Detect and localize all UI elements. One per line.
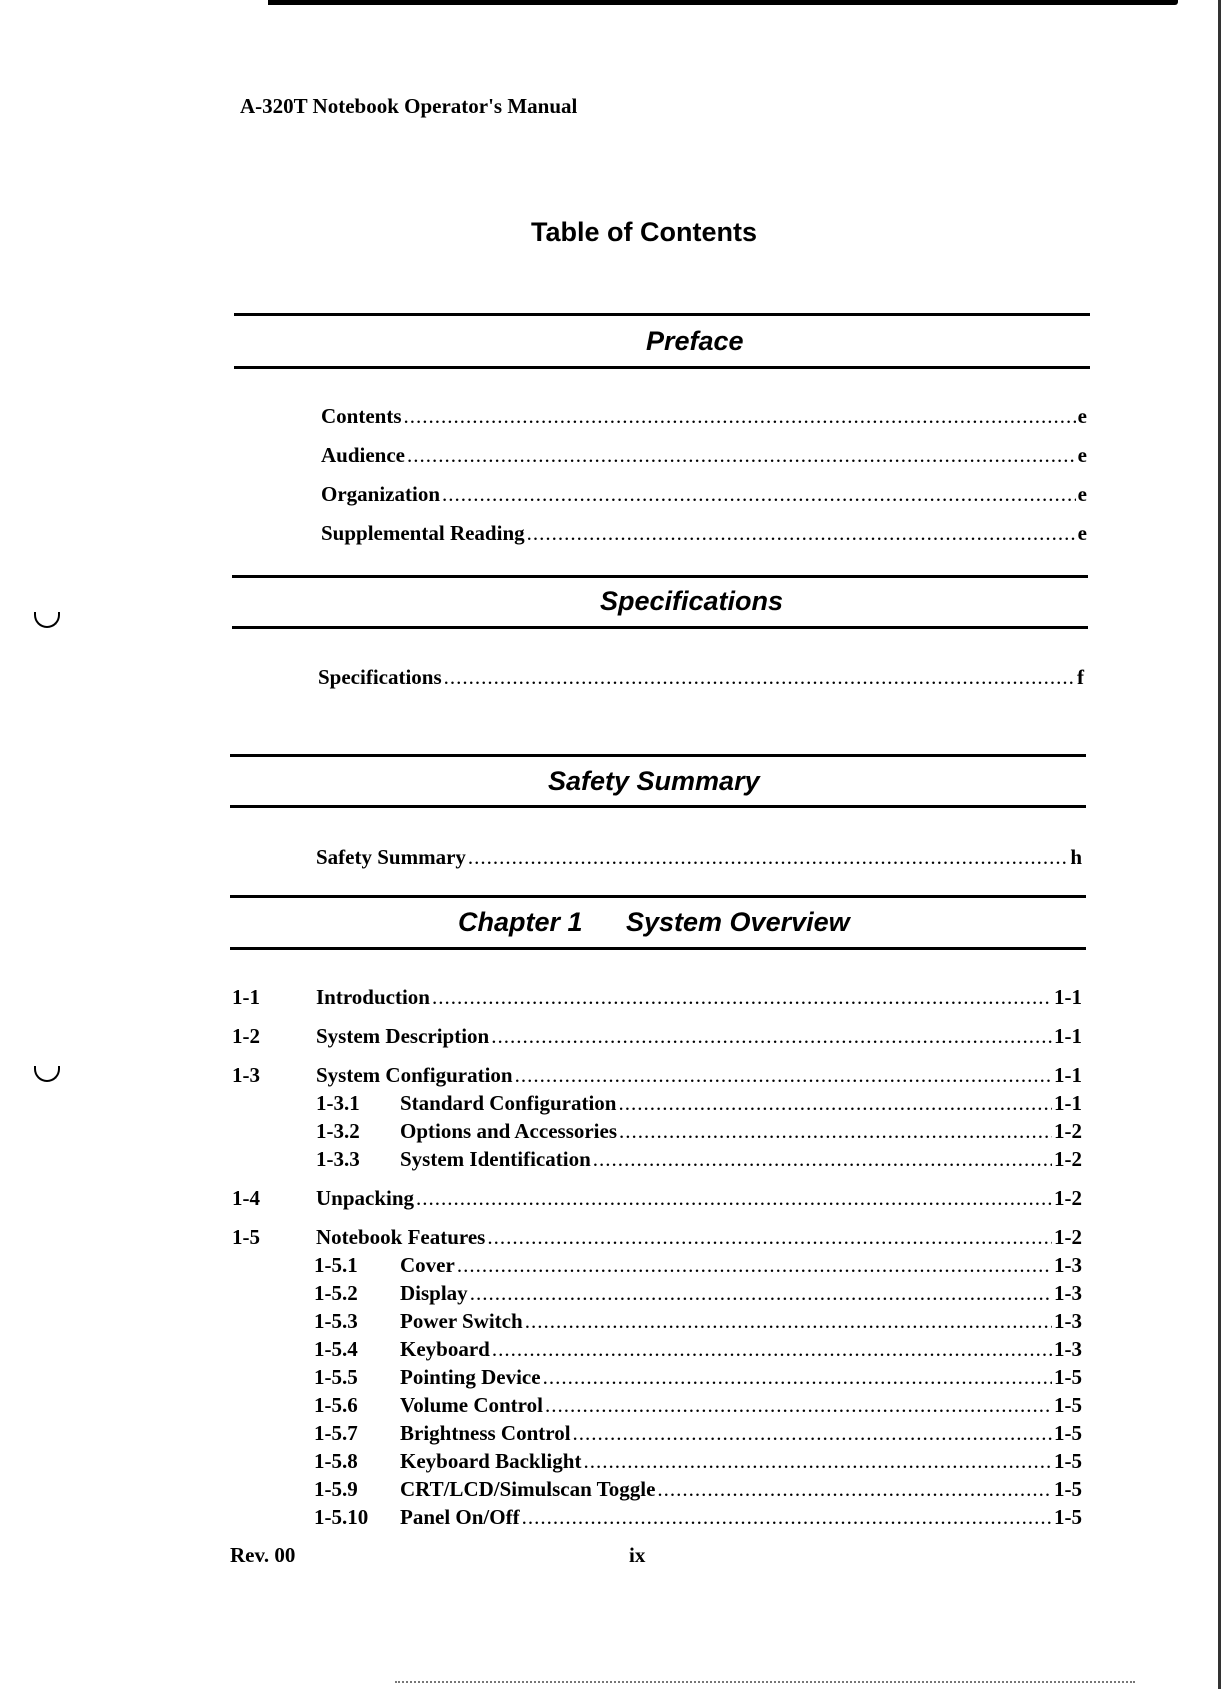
toc-entry-page: 1-3	[1054, 1309, 1082, 1333]
toc-entry-number: 1-5.5	[314, 1365, 358, 1389]
section-heading-preface: Preface	[646, 326, 744, 356]
toc-entry-page: 1-2	[1054, 1147, 1082, 1171]
toc-entry-number: 1-5	[232, 1225, 260, 1249]
section-rule	[232, 575, 1088, 578]
toc-entry[interactable]	[318, 665, 1084, 693]
dot-leader	[543, 1365, 1052, 1390]
toc-subentry[interactable]	[314, 1365, 1082, 1393]
toc-entry-page: f	[1077, 665, 1084, 689]
toc-subentry[interactable]	[314, 1309, 1082, 1337]
dot-leader	[583, 1449, 1052, 1474]
toc-entry-page: e	[1077, 521, 1087, 545]
toc-subentry[interactable]	[314, 1477, 1082, 1505]
section-rule	[230, 754, 1086, 757]
punch-hole-mark	[34, 612, 60, 628]
punch-hole-mark	[34, 1066, 60, 1082]
dot-leader	[407, 443, 1076, 468]
page-title: Table of Contents	[531, 217, 757, 247]
dot-leader	[593, 1147, 1052, 1172]
dot-leader	[522, 1505, 1052, 1530]
toc-entry-label: Safety Summary	[316, 845, 466, 869]
toc-entry-label: Volume Control	[400, 1393, 543, 1417]
toc-entry-page: 1-2	[1054, 1225, 1082, 1249]
section-heading-safety: Safety Summary	[548, 766, 760, 796]
toc-entry-page: e	[1077, 482, 1087, 506]
dot-leader	[545, 1393, 1052, 1418]
toc-subentry[interactable]	[314, 1253, 1082, 1281]
section-rule	[234, 313, 1090, 316]
toc-entry-label: CRT/LCD/Simulscan Toggle	[400, 1477, 656, 1501]
dot-leader	[491, 1024, 1052, 1049]
toc-entry-number: 1-1	[232, 985, 260, 1009]
dot-leader	[442, 482, 1076, 507]
dot-leader	[657, 1477, 1052, 1502]
dot-leader	[492, 1337, 1052, 1362]
toc-entry[interactable]	[232, 1024, 1082, 1052]
toc-subentry[interactable]	[316, 1119, 1082, 1147]
dot-leader	[527, 521, 1076, 546]
toc-entry[interactable]	[321, 404, 1087, 432]
toc-entry-number: 1-5.8	[314, 1449, 358, 1473]
toc-entry-page: 1-3	[1054, 1253, 1082, 1277]
toc-entry-page: h	[1070, 845, 1082, 869]
toc-entry[interactable]	[232, 1225, 1082, 1253]
toc-entry-page: 1-1	[1054, 1063, 1082, 1087]
toc-entry-label: Notebook Features	[316, 1225, 486, 1249]
dot-leader	[444, 665, 1075, 690]
toc-entry-label: Contents	[321, 404, 402, 428]
toc-entry-page: 1-5	[1054, 1505, 1082, 1529]
toc-entry[interactable]	[321, 521, 1087, 549]
manual-title: A-320T Notebook Operator's Manual	[240, 94, 578, 118]
toc-entry-page: 1-2	[1054, 1186, 1082, 1210]
page-number: ix	[629, 1543, 646, 1567]
toc-subentry[interactable]	[314, 1393, 1082, 1421]
dot-leader	[515, 1063, 1052, 1088]
dot-leader	[470, 1281, 1052, 1306]
toc-entry-label: Specifications	[318, 665, 442, 689]
dot-leader	[573, 1421, 1052, 1446]
section-rule	[232, 626, 1088, 629]
toc-entry-label: Cover	[400, 1253, 455, 1277]
dot-leader	[468, 845, 1068, 870]
toc-entry-page: 1-1	[1054, 1024, 1082, 1048]
dot-leader	[416, 1186, 1052, 1211]
toc-entry-label: Brightness Control	[400, 1421, 571, 1445]
toc-entry[interactable]	[321, 443, 1087, 471]
toc-subentry[interactable]	[314, 1421, 1082, 1449]
section-rule	[230, 947, 1086, 950]
toc-entry-page: 1-1	[1054, 1091, 1082, 1115]
dot-leader	[618, 1091, 1052, 1116]
revision-label: Rev. 00	[230, 1543, 296, 1567]
toc-entry-label: Keyboard	[400, 1337, 490, 1361]
toc-entry-page: 1-5	[1054, 1421, 1082, 1445]
toc-entry-label: System Configuration	[316, 1063, 513, 1087]
toc-entry-label: Panel On/Off	[400, 1505, 520, 1529]
toc-entry-label: System Identification	[400, 1147, 591, 1171]
toc-entry-page: 1-5	[1054, 1393, 1082, 1417]
section-heading-chapter1: System Overview	[626, 907, 850, 937]
toc-entry-number: 1-5.1	[314, 1253, 358, 1277]
toc-entry-label: Standard Configuration	[400, 1091, 617, 1115]
chapter-label: Chapter 1	[458, 907, 583, 937]
toc-entry-label: Options and Accessories	[400, 1119, 618, 1143]
toc-entry-page: 1-3	[1054, 1337, 1082, 1361]
toc-subentry[interactable]	[314, 1505, 1082, 1533]
section-rule	[230, 895, 1086, 898]
toc-entry-number: 1-5.10	[314, 1505, 369, 1529]
toc-entry-page: 1-2	[1054, 1119, 1082, 1143]
toc-entry[interactable]	[316, 845, 1082, 873]
dot-leader	[619, 1119, 1052, 1144]
top-edge-rule	[268, 0, 1178, 5]
toc-entry-label: Pointing Device	[400, 1365, 541, 1389]
section-heading-specifications: Specifications	[600, 586, 784, 616]
toc-entry-page: e	[1077, 443, 1087, 467]
toc-entry-number: 1-3.3	[316, 1147, 360, 1171]
toc-entry-number: 1-3.1	[316, 1091, 360, 1115]
toc-entry-page: 1-5	[1054, 1365, 1082, 1389]
toc-entry-page: e	[1077, 404, 1087, 428]
toc-entry-label: Organization	[321, 482, 440, 506]
toc-entry-page: 1-5	[1054, 1477, 1082, 1501]
toc-entry-number: 1-2	[232, 1024, 260, 1048]
toc-entry-page: 1-5	[1054, 1449, 1082, 1473]
toc-entry-label: Display	[400, 1281, 468, 1305]
dot-leader	[457, 1253, 1052, 1278]
section-rule	[234, 366, 1090, 369]
toc-entry[interactable]	[232, 1186, 1082, 1214]
dot-leader	[487, 1225, 1052, 1250]
toc-entry[interactable]	[321, 482, 1087, 510]
toc-subentry[interactable]	[316, 1147, 1082, 1175]
toc-entry-label: Audience	[321, 443, 405, 467]
toc-entry-page: 1-3	[1054, 1281, 1082, 1305]
toc-entry-number: 1-5.4	[314, 1337, 358, 1361]
scan-artifact	[395, 1681, 1135, 1685]
toc-entry-number: 1-5.3	[314, 1309, 358, 1333]
toc-entry-label: Keyboard Backlight	[400, 1449, 582, 1473]
toc-entry-label: Introduction	[316, 985, 430, 1009]
toc-entry-number: 1-5.6	[314, 1393, 358, 1417]
toc-entry-number: 1-5.7	[314, 1421, 358, 1445]
toc-entry-number: 1-5.9	[314, 1477, 358, 1501]
toc-entry-number: 1-5.2	[314, 1281, 358, 1305]
toc-subentry[interactable]	[316, 1091, 1082, 1119]
dot-leader	[404, 404, 1076, 429]
toc-entry-page: 1-1	[1054, 985, 1082, 1009]
toc-entry-label: Unpacking	[316, 1186, 415, 1210]
dot-leader	[525, 1309, 1052, 1334]
section-rule	[230, 805, 1086, 808]
toc-entry[interactable]	[232, 1063, 1082, 1091]
toc-entry-number: 1-3	[232, 1063, 260, 1087]
toc-entry-label: Supplemental Reading	[321, 521, 525, 545]
toc-entry-label: Power Switch	[400, 1309, 523, 1333]
toc-entry-number: 1-3.2	[316, 1119, 360, 1143]
toc-subentry[interactable]	[314, 1281, 1082, 1309]
toc-subentry[interactable]	[314, 1449, 1082, 1477]
toc-entry-label: System Description	[316, 1024, 490, 1048]
dot-leader	[432, 985, 1052, 1010]
toc-entry[interactable]	[232, 985, 1082, 1013]
toc-entry-number: 1-4	[232, 1186, 260, 1210]
toc-subentry[interactable]	[314, 1337, 1082, 1365]
